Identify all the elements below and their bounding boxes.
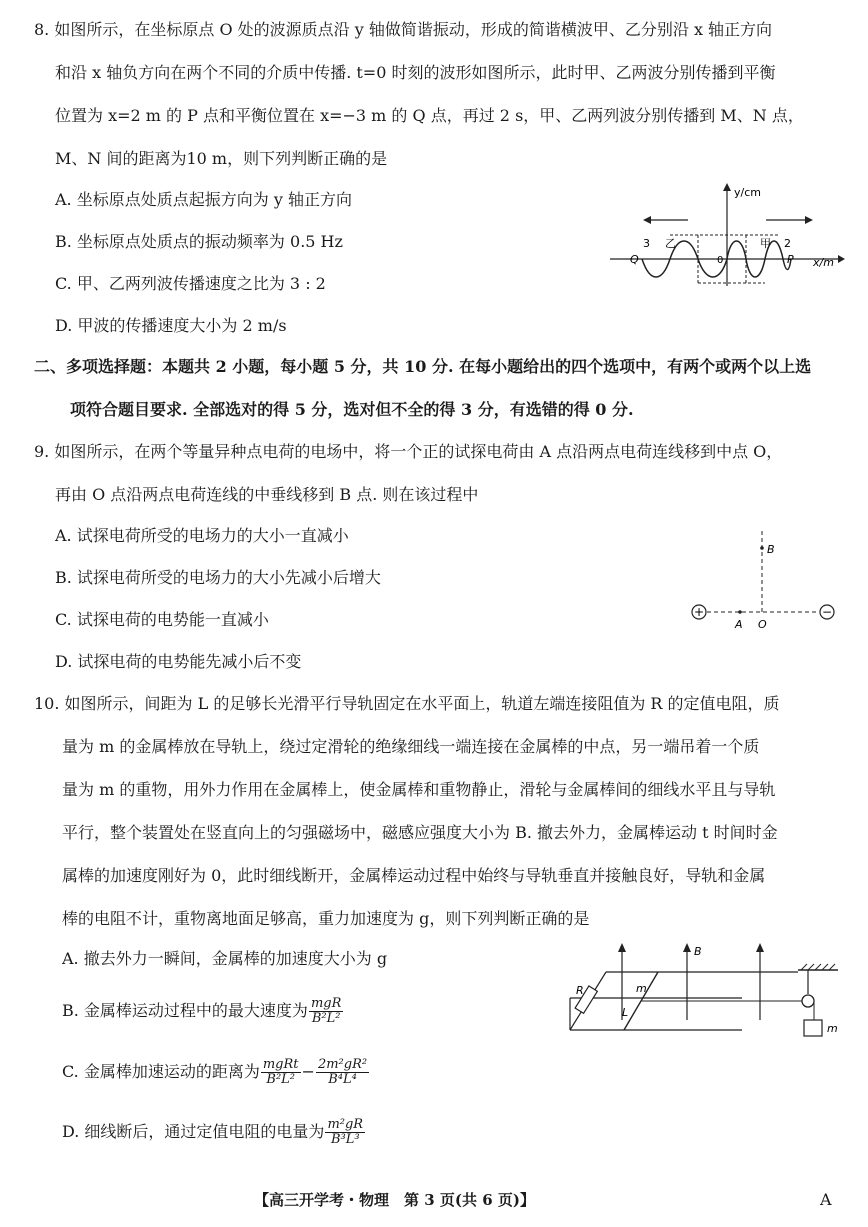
positive-charge-sign: +	[693, 605, 705, 619]
fraction-c1-den: B²L²	[266, 1072, 295, 1087]
q8-option-a: A. 坐标原点处质点起振方向为 y 轴正方向	[55, 190, 352, 209]
q10-line3: 量为 m 的重物，用外力作用在金属棒上，使金属棒和重物静止，滑轮与金属棒间的细线水平且与导轨	[62, 780, 776, 799]
x-axis-arrow	[838, 255, 845, 263]
label-a: A	[735, 618, 743, 631]
q8-option-c: C. 甲、乙两列波传播速度之比为 3 : 2	[55, 274, 326, 293]
charge-figure	[686, 528, 841, 633]
fraction-b-num: mgR	[310, 996, 342, 1011]
q10-line6: 棒的电阻不计，重物离地面足够高，重力加速度为 g，则下列判断正确的是	[62, 909, 590, 928]
field-arrow-3-icon	[756, 943, 764, 952]
label-l: L	[622, 1006, 629, 1019]
fraction-c1-num: mgRt	[262, 1057, 299, 1072]
field-arrow-2-icon	[683, 943, 691, 952]
label-m-rod: m	[636, 982, 647, 995]
point-a	[738, 610, 742, 614]
label-2: 2	[784, 237, 791, 250]
q9-option-d: D. 试探电荷的电势能先减小后不变	[55, 652, 302, 671]
label-yi: 乙	[665, 237, 676, 250]
paper-version: A	[820, 1190, 832, 1209]
fraction-d	[325, 1118, 365, 1147]
arrow-right-icon	[805, 216, 813, 224]
q9-option-a: A. 试探电荷所受的电场力的大小一直减小	[55, 526, 349, 545]
label-jia: 甲	[760, 237, 771, 250]
q8-option-d: D. 甲波的传播速度大小为 2 m/s	[55, 316, 287, 335]
label-o: 0	[717, 255, 724, 266]
y-axis-arrow	[723, 183, 731, 191]
label-3: 3	[643, 237, 650, 250]
point-b	[760, 546, 764, 550]
section2-line2: 项符合题目要求. 全部选对的得 5 分，选对但不全的得 3 分，有选错的得 0 分.	[70, 400, 634, 419]
arrow-left-icon	[643, 216, 651, 224]
label-r: R	[576, 984, 584, 997]
label-b: B	[767, 543, 775, 556]
q10-option-c-text: C. 金属棒加速运动的距离为	[62, 1062, 260, 1081]
label-o: O	[758, 618, 767, 631]
fraction-c2-den: B⁴L⁴	[328, 1072, 357, 1087]
fraction-b-den: B²L²	[311, 1011, 341, 1026]
q10-option-b-text: B. 金属棒运动过程中的最大速度为	[62, 1001, 308, 1020]
page-footer: 【高三开学考・物理 第 3 页(共 6 页)】	[254, 1191, 535, 1209]
negative-charge-sign: −	[821, 605, 833, 619]
q10-option-b	[62, 997, 344, 1026]
q9-option-b: B. 试探电荷所受的电场力的大小先减小后增大	[55, 568, 381, 587]
label-m-weight: m	[827, 1022, 838, 1035]
q10-option-a: A. 撤去外力一瞬间，金属棒的加速度大小为 g	[62, 949, 388, 968]
fraction-d-num: m²gR	[327, 1117, 364, 1132]
q10-option-d	[62, 1118, 366, 1147]
q10-option-c	[62, 1058, 370, 1087]
pulley-icon	[802, 995, 814, 1007]
q8-line4: M、N 间的距离为10 m，则下列判断正确的是	[55, 149, 388, 168]
q9-line1: 9. 如图所示，在两个等量异种点电荷的电场中，将一个正的试探电荷由 A 点沿两点电荷连线移到中点 O，	[34, 442, 783, 461]
q10-line4: 平行，整个装置处在竖直向上的匀强磁场中，磁感应强度大小为 B. 撤去外力，金属棒运动 t 时间时金	[62, 823, 778, 842]
wave-figure	[610, 183, 845, 288]
q10-option-d-text: D. 细线断后，通过定值电阻的电量为	[62, 1122, 325, 1141]
weight-block-icon	[804, 1020, 822, 1036]
label-p: P	[787, 253, 794, 266]
fraction-b	[309, 997, 343, 1026]
q10-line1: 10. 如图所示，间距为 L 的足够长光滑平行导轨固定在水平面上，轨道左端连接阻值为 R 的定值电阻，质	[34, 694, 780, 713]
minus-sign: −	[301, 1062, 315, 1081]
q8-option-b: B. 坐标原点处质点的振动频率为 0.5 Hz	[55, 232, 343, 251]
rail-figure	[566, 940, 848, 1045]
x-axis-label: x/m	[813, 256, 834, 269]
field-arrow-1-icon	[618, 943, 626, 952]
fraction-c2-num: 2m²gR²	[317, 1057, 368, 1072]
fraction-c2	[316, 1058, 369, 1087]
q10-line2: 量为 m 的金属棒放在导轨上，绕过定滑轮的绝缘细线一端连接在金属棒的中点，另一端吊着一个质	[62, 737, 760, 756]
ceiling-hatch	[801, 964, 835, 970]
q10-line5: 属棒的加速度刚好为 0，此时细线断开，金属棒运动过程中始终与导轨垂直并接触良好，导轨和金属	[62, 866, 766, 885]
fraction-d-den: B³L³	[330, 1132, 360, 1147]
fraction-c1	[261, 1058, 301, 1087]
y-axis-label: y/cm	[734, 186, 761, 199]
q8-line3: 位置为 x=2 m 的 P 点和平衡位置在 x=−3 m 的 Q 点，再过 2 s，甲、乙两列波分别传播到 M、N 点，	[55, 106, 804, 125]
q9-line2: 再由 O 点沿两点电荷连线的中垂线移到 B 点. 则在该过程中	[55, 485, 479, 504]
q9-option-c: C. 试探电荷的电势能一直减小	[55, 610, 269, 629]
label-b: B	[694, 945, 702, 958]
q8-line2: 和沿 x 轴负方向在两个不同的介质中传播. t=0 时刻的波形如图所示，此时甲、乙两波分别传播到平衡	[55, 63, 776, 82]
label-q: Q	[630, 253, 639, 266]
q8-line1: 8. 如图所示，在坐标原点 O 处的波源质点沿 y 轴做简谐振动，形成的简谐横波甲、乙分别沿 x 轴正方向	[34, 20, 773, 39]
section2-line1: 二、多项选择题：本题共 2 小题，每小题 5 分，共 10 分. 在每小题给出的四个选项中，有两个或两个以上选	[34, 357, 812, 376]
